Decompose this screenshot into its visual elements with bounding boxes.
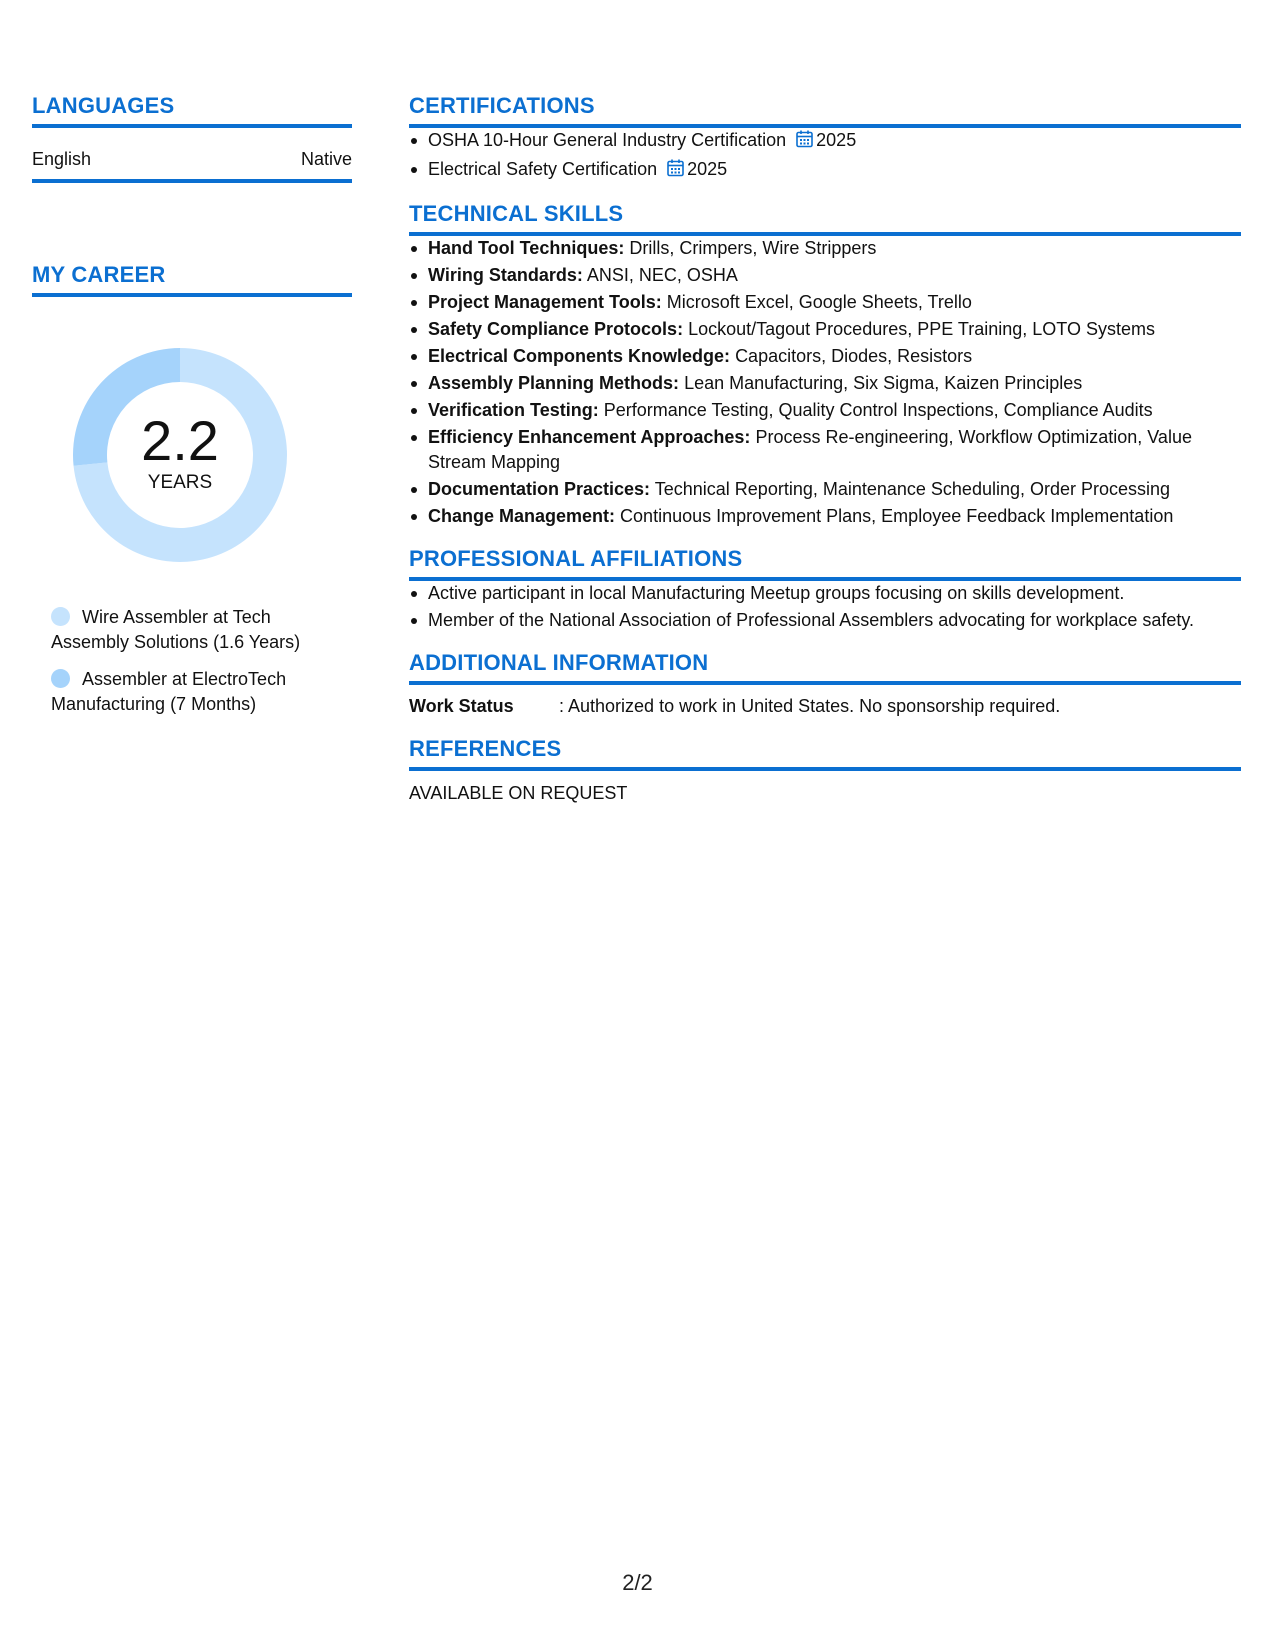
affiliations-heading: PROFESSIONAL AFFILIATIONS [409,545,1241,581]
affiliations-list [409,581,1241,633]
skill-key: Hand Tool Techniques: [428,238,625,258]
technical-skills-section [409,200,1241,529]
right-column [409,92,1241,806]
skill-key: Verification Testing: [428,400,599,420]
skill-item [409,371,1241,396]
legend-dot-1 [51,607,70,626]
skill-value: ANSI, NEC, OSHA [586,265,738,285]
page-number: 2/2 [622,1570,653,1595]
references-text: AVAILABLE ON REQUEST [409,783,628,803]
affiliation-item: Active participant in local Manufacturing Meetup groups focusing on skills development. [409,581,1241,606]
skill-item [409,425,1241,475]
career-legend [51,605,351,717]
skill-key: Project Management Tools: [428,292,662,312]
languages-section [32,92,352,183]
skill-item [409,398,1241,423]
certification-name: OSHA 10-Hour General Industry Certification [428,130,787,150]
career-total-value: 2.2 [141,409,219,472]
additional-info-heading: ADDITIONAL INFORMATION [409,649,1241,685]
skill-value: Process Re-engineering, Workflow Optimization, Value Stream Mapping [428,427,1192,472]
work-status-row [409,694,1241,719]
references-section [409,735,1241,806]
donut-center [66,341,294,569]
language-level: Native [300,149,352,169]
certifications-list [409,128,1241,184]
certifications-section [409,92,1241,184]
languages-heading: LANGUAGES [32,92,352,128]
skill-key: Documentation Practices: [428,479,651,499]
skill-value: Lockout/Tagout Procedures, PPE Training, LOTO Systems [688,319,1155,339]
skill-value: Lean Manufacturing, Six Sigma, Kaizen Principles [684,373,1083,393]
certifications-heading: CERTIFICATIONS [409,92,1241,128]
certification-name: Electrical Safety Certification [428,159,658,179]
affiliations-section [409,545,1241,633]
legend-dot-2 [51,669,70,688]
skill-item [409,290,1241,315]
technical-skills-heading: TECHNICAL SKILLS [409,200,1241,236]
legend-item [51,605,351,655]
skill-item [409,317,1241,342]
technical-skills-list [409,236,1241,529]
skill-value: Capacitors, Diodes, Resistors [735,346,973,366]
skill-value: Continuous Improvement Plans, Employee Feedback Implementation [620,506,1174,526]
certification-year: 2025 [687,159,728,179]
language-name: English [32,149,92,169]
skill-value: Technical Reporting, Maintenance Scheduling, Order Processing [654,479,1171,499]
skill-item [409,263,1241,288]
career-donut-chart [66,341,294,569]
certification-year: 2025 [816,130,857,150]
skill-key: Electrical Components Knowledge: [428,346,731,366]
language-row [32,147,352,183]
calendar-icon [667,159,684,184]
career-total-unit: YEARS [147,472,213,493]
skill-key: Efficiency Enhancement Approaches: [428,427,751,447]
skill-key: Wiring Standards: [428,265,583,285]
skill-key: Assembly Planning Methods: [428,373,680,393]
skill-value: Microsoft Excel, Google Sheets, Trello [666,292,972,312]
skill-item [409,504,1241,529]
skill-item [409,236,1241,261]
skill-item [409,477,1241,502]
additional-info-section [409,649,1241,719]
skill-value: Drills, Crimpers, Wire Strippers [629,238,877,258]
certification-item [409,128,1241,155]
certification-item [409,157,1241,184]
career-section [32,261,352,717]
legend-label-1: Wire Assembler at Tech Assembly Solutions (1.6 Years) [51,607,301,652]
skill-item [409,344,1241,369]
skill-value: Performance Testing, Quality Control Inspections, Compliance Audits [603,400,1153,420]
affiliation-item: Member of the National Association of Professional Assemblers advocating for workplace safety. [409,608,1241,633]
skill-key: Safety Compliance Protocols: [428,319,684,339]
calendar-icon [796,130,813,155]
legend-label-2: Assembler at ElectroTech Manufacturing (7 Months) [51,669,287,714]
references-heading: REFERENCES [409,735,1241,771]
skill-key: Change Management: [428,506,616,526]
work-status-value: : Authorized to work in United States. No sponsorship required. [559,696,1061,716]
legend-item [51,667,351,717]
work-status-label: Work Status [409,696,514,716]
left-column [32,92,352,729]
career-heading: MY CAREER [32,261,352,297]
